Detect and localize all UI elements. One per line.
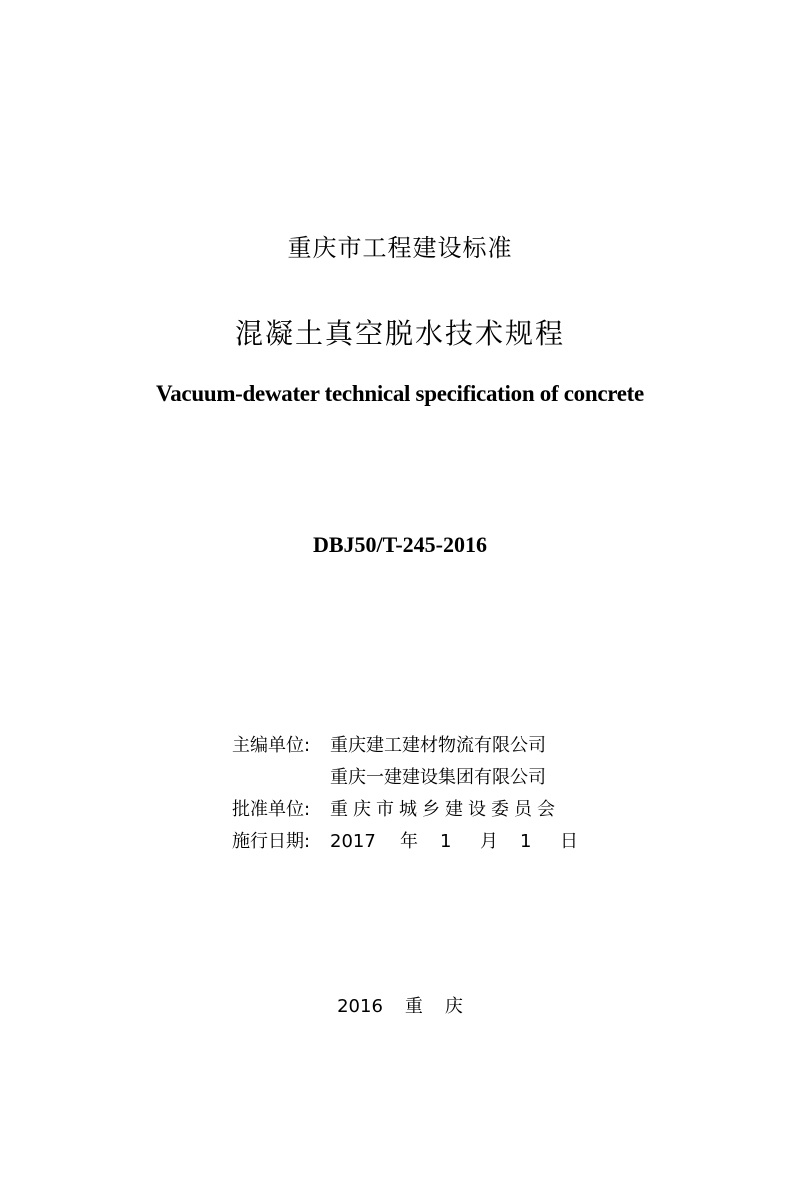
effective-date-label: 施行日期: [232,831,311,852]
editor-row-2 [232,762,578,794]
effective-date-day-char: 日 [560,831,578,852]
publication-city: 重庆 [404,996,485,1017]
editor-unit-2: 重庆一建建设集团有限公司 [330,767,546,788]
approver-row [232,794,578,826]
approver-unit: 重庆市城乡建设委员会 [330,799,560,820]
document-title-english: Vacuum-dewater technical specification of concrete [156,381,644,406]
editor-unit-1: 重庆建工建材物流有限公司 [330,735,546,756]
effective-date-day: 1 [520,831,532,852]
effective-date-month-char: 月 [480,831,498,852]
standard-series-heading: 重庆市工程建设标准 [287,234,513,262]
publication-footer [0,992,800,1018]
publication-year: 2016 [337,996,383,1017]
approver-label: 批准单位: [232,799,311,820]
effective-date-year-char: 年 [400,831,418,852]
effective-date-year: 2017 [330,831,376,852]
effective-date [330,826,578,858]
issuing-info-block [232,730,578,858]
effective-date-month: 1 [440,831,452,852]
editor-label: 主编单位: [232,735,311,756]
document-title-chinese: 混凝土真空脱水技术规程 [234,317,565,350]
standard-code: DBJ50/T-245-2016 [313,532,487,557]
effective-date-row [232,826,578,858]
editor-row [232,730,578,762]
